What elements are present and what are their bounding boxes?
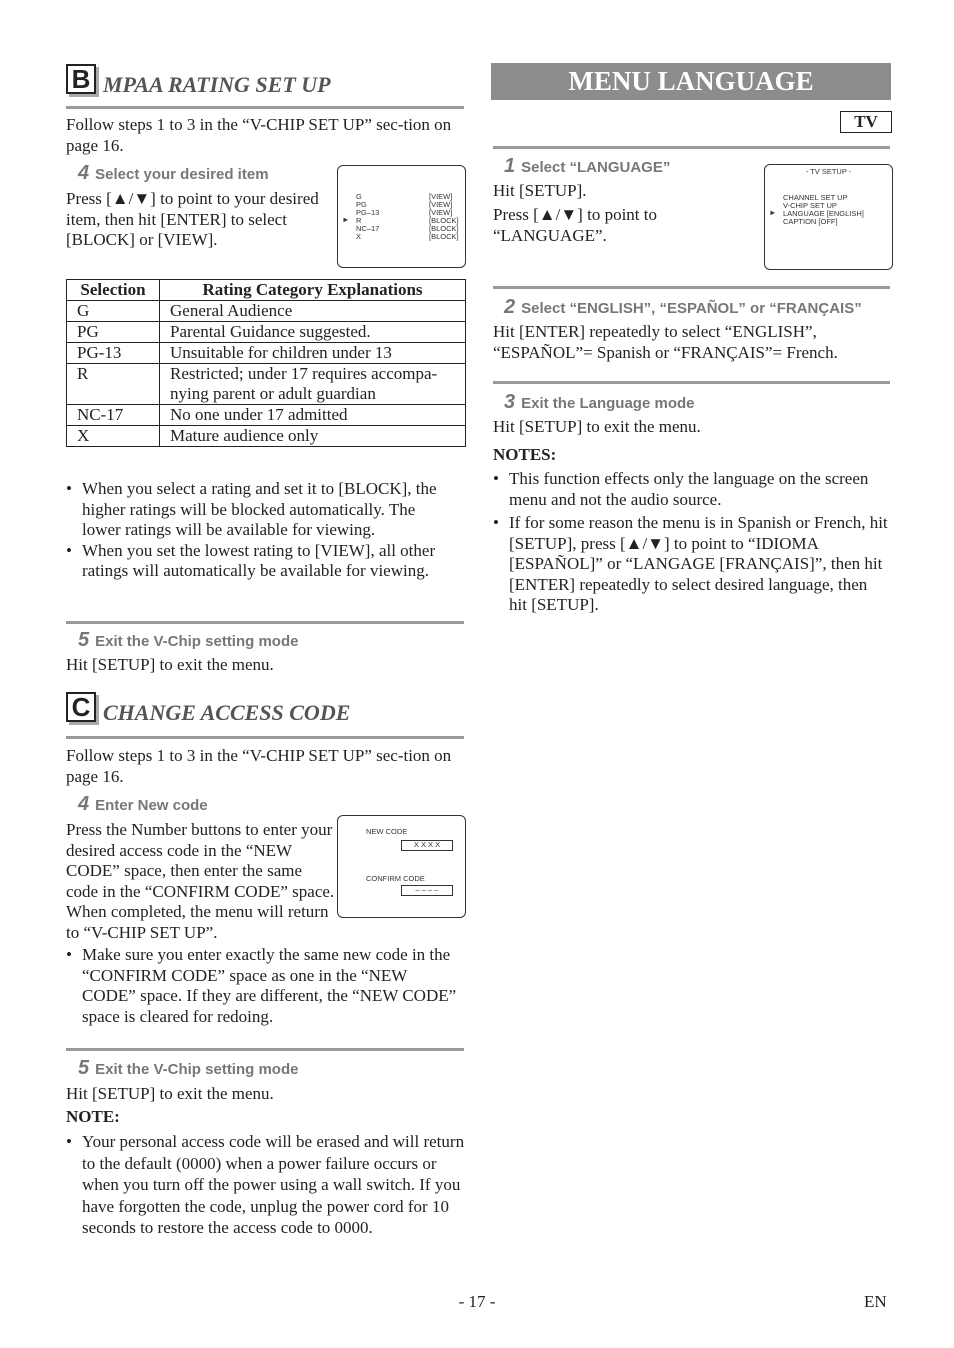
step-number: 4 [78,162,90,184]
table-row [67,364,466,405]
rating-item: NC–17 [356,224,380,233]
table-row [67,426,466,447]
table-cell: Restricted; under 17 requires accompa-nying parent or adult guardian [160,364,466,405]
mpaa-step4-body: Press [▲/▼] to point to your desired item, then hit [ENTER] to select [BLOCK] or [VIEW]. [66,189,319,249]
page-number: - 17 - [458,1292,496,1311]
rating-table [66,279,466,447]
mpaa-section-title: MPAA RATING SET UP [103,72,331,97]
table-cell: PG-13 [67,343,160,364]
section-divider [66,736,464,739]
table-row [67,301,466,322]
new-code-label: NEW CODE [366,827,408,836]
step-number: 5 [78,629,90,651]
table-cell: NC-17 [67,405,160,426]
table-cell: Mature audience only [160,426,466,447]
step-divider [493,146,890,149]
access-step5-heading [78,1057,298,1080]
menu-item: CHANNEL SET UP [783,193,848,202]
rating-state: [VIEW] [429,200,453,209]
list-item: • Make sure you enter exactly the same new code in the “CONFIRM CODE” space as one in the “NEW CODE” space. If they are different, the “NEW CODE” space is cleared for redoing. [66,945,461,1027]
step-divider [493,286,890,289]
rating-item: PG–13 [356,208,380,217]
code-screen-illustration [337,815,466,918]
menu-item: LANGUAGE [ENGLISH] [783,209,864,218]
lang-step1-line1: Hit [SETUP]. [493,181,587,200]
confirm-code-label: CONFIRM CODE [366,874,425,883]
table-cell: No one under 17 admitted [160,405,466,426]
table-header-cell: Selection [67,280,160,301]
mpaa-step5-heading [78,629,298,652]
step-divider [66,621,464,624]
table-cell: X [67,426,160,447]
rating-state: [BLOCK] [429,216,459,225]
list-item: • This function effects only the language on the screen menu and not the audio source. [493,469,888,510]
access-section-title: CHANGE ACCESS CODE [103,700,351,725]
step-divider [66,1048,464,1051]
table-cell: PG [67,322,160,343]
lang-step2-body: Hit [ENTER] repeatedly to select “ENGLISH”, “ESPAÑOL”= Spanish or “FRANÇAIS”= French. [493,322,838,362]
list-item: • Your personal access code will be erased and will return to the default (0000) when a power failure occurs or when you turn off the power using a wall switch. If you have forgotten the code, unplug the power cord for 10 seconds to restore the access code to 0000. [66,1131,466,1239]
rating-state: [VIEW] [429,208,453,217]
lang-step3-heading [504,391,694,414]
step-title: Enter New code [95,797,208,814]
rating-state: [BLOCK] [429,224,459,233]
rating-screen-illustration [337,165,466,268]
table-row [67,322,466,343]
step-divider [493,381,890,384]
access-intro: Follow steps 1 to 3 in the “V-CHIP SET UP” sec-tion on page 16. [66,746,452,786]
rating-state: [VIEW] [429,192,453,201]
mpaa-step4-heading [78,162,269,185]
menu-language-title: MENU LANGUAGE [568,66,814,96]
tv-setup-menu [783,194,864,226]
rating-state-list [429,193,459,241]
step-number: 2 [504,296,516,318]
access-step5-body: Hit [SETUP] to exit the menu. [66,1084,274,1103]
lang-step3-body: Hit [SETUP] to exit the menu. [493,417,701,436]
list-item: • When you set the lowest rating to [VIEW], all other ratings will automatically be available for viewing. [66,541,456,582]
table-header-row [67,280,466,301]
table-cell: R [67,364,160,405]
rating-item: X [356,232,362,241]
step-title: Select “ENGLISH”, “ESPAÑOL” or “FRANÇAIS” [521,300,862,317]
table-row [67,343,466,364]
table-cell: Unsuitable for children under 13 [160,343,466,364]
lang-step1-heading [504,155,670,178]
mpaa-step5-body: Hit [SETUP] to exit the menu. [66,655,274,674]
step-number: 5 [78,1057,90,1079]
step-title: Select “LANGUAGE” [521,159,671,176]
access-step4-heading [78,793,208,816]
list-item: • When you select a rating and set it to [BLOCK], the higher ratings will be blocked automatically. The lower ratings will be available for viewing. [66,479,456,541]
confirm-code-field: – – – – [401,885,453,896]
section-divider [66,106,464,109]
language-code: EN [864,1292,887,1311]
section-b-letter: B [66,64,96,94]
menu-language-banner [491,63,891,100]
table-header-cell: Rating Category Explanations [160,280,466,301]
notes-heading: NOTES: [493,445,557,464]
table-row [67,405,466,426]
list-item: • If for some reason the menu is in Spanish or French, hit [SETUP], press [▲/▼] to point to “IDIOMA [ESPAÑOL]” or “LANGAGE [FRANÇAIS]”, then hit [ENTER] repeatedly to select desired language, then hit [SETUP]. [493,513,888,616]
new-code-field: X X X X [401,840,453,851]
lang-step1-line2: Press [▲/▼] to point to “LANGUAGE”. [493,205,657,245]
step-number: 1 [504,155,516,177]
rating-item: R [356,216,362,225]
step-title: Exit the Language mode [521,395,695,412]
tv-badge: TV [840,111,892,133]
pointer-arrow-icon: ► [769,208,777,217]
pointer-arrow-icon: ► [342,215,350,224]
step-title: Exit the V-Chip setting mode [95,633,299,650]
mpaa-bullets [66,479,456,582]
access-note [66,1131,466,1239]
lang-notes [493,469,888,616]
rating-item: PG [356,200,367,209]
menu-item: V-CHIP SET UP [783,201,837,210]
table-cell: Parental Guidance suggested. [160,322,466,343]
table-cell: General Audience [160,301,466,322]
table-cell: G [67,301,160,322]
step-title: Exit the V-Chip setting mode [95,1061,299,1078]
mpaa-intro [66,115,456,156]
section-c-letter: C [66,692,96,722]
step-number: 4 [78,793,90,815]
step-number: 3 [504,391,516,413]
lang-step2-heading [504,296,862,319]
step-title: Select your desired item [95,166,269,183]
note-heading: NOTE: [66,1107,120,1126]
tv-setup-screen-illustration [764,164,893,270]
mpaa-intro-text: Follow steps 1 to 3 in the “V-CHIP SET UP” sec-tion on page 16. [66,115,452,155]
access-step4-body: Press the Number buttons to enter your desired access code in the “NEW CODE” space, then enter the same code in the “CONFIRM CODE” space. When completed, the menu will return to “V-CHIP SET UP”. [66,820,335,942]
tv-setup-title: - TV SETUP - [805,167,852,176]
rating-list [356,193,379,241]
access-bullets [66,945,461,1027]
rating-item: G [356,192,362,201]
rating-state: [BLOCK] [429,232,459,241]
menu-item: CAPTION [OFF] [783,217,838,226]
